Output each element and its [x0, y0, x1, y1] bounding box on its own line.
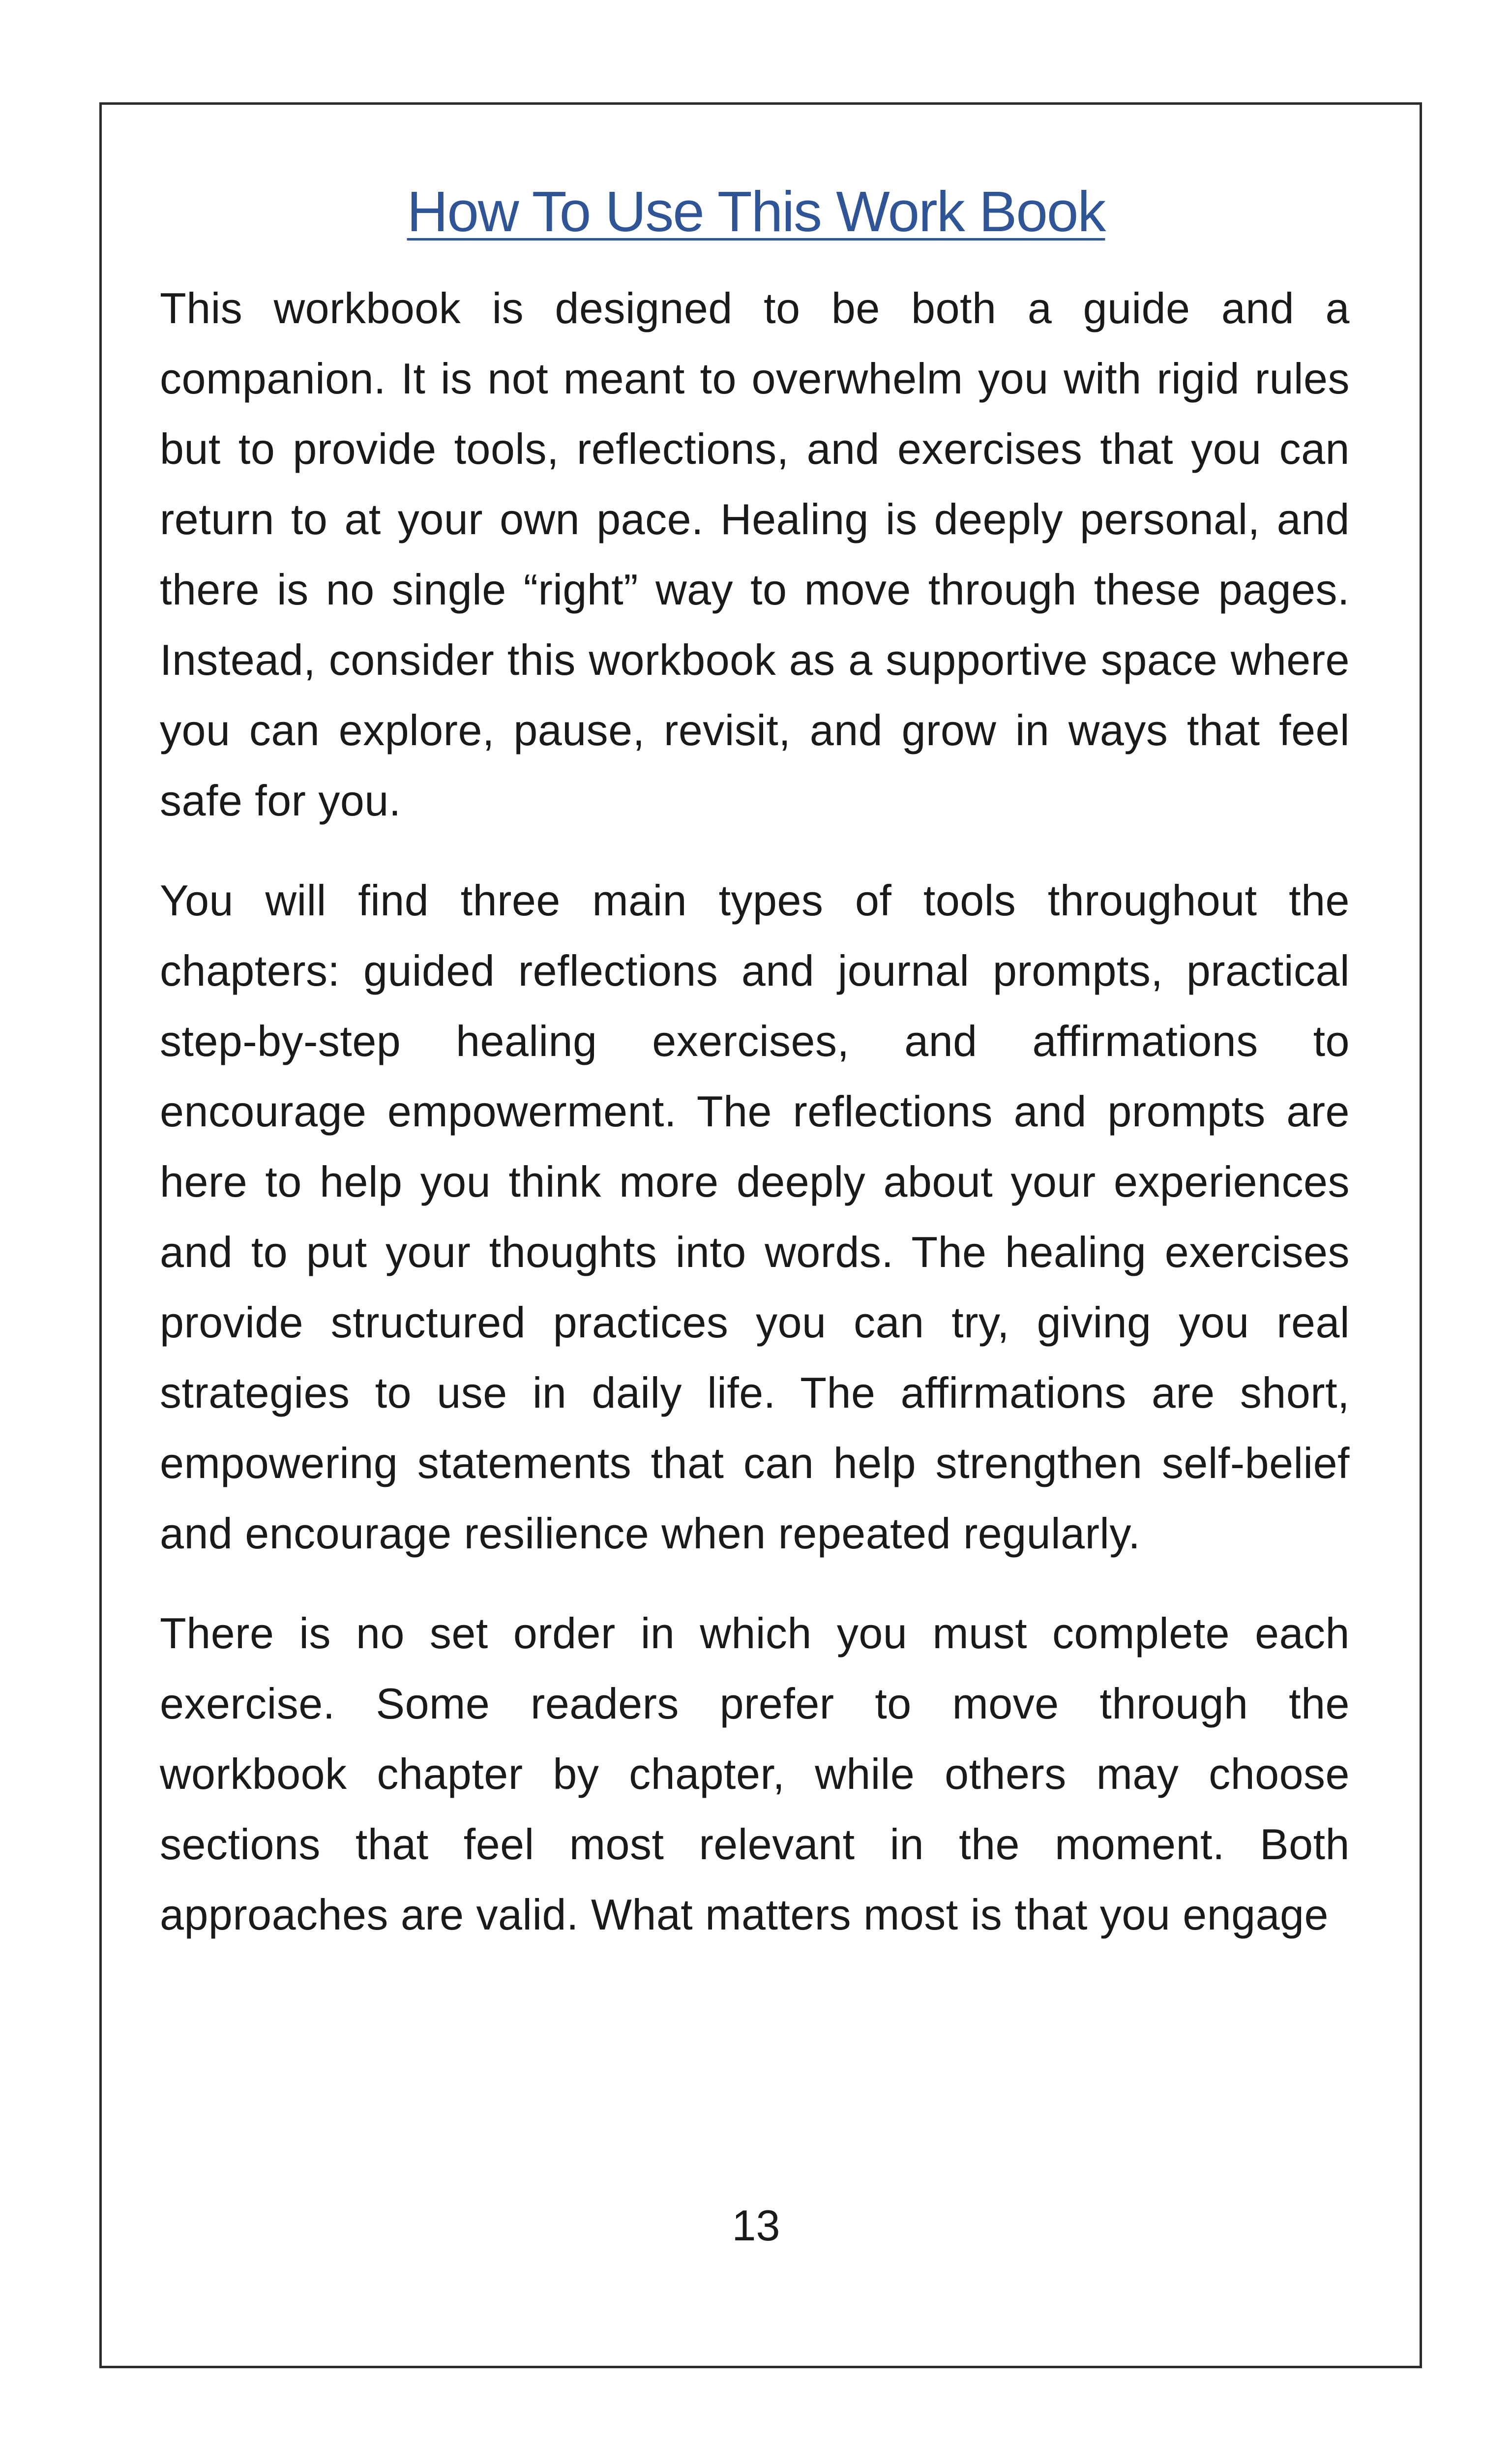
paragraph-order: There is no set order in which you must complete each exercise. Some readers prefer to move through the workbook chapter by chapter, while others may choose sections that feel most relevant in the moment. Both approaches are valid. What matters most is that you engage [160, 1609, 1350, 1939]
paragraph-intro: This workbook is designed to be both a guide and a companion. It is not meant to overwhelm you with rigid rules but to provide tools, reflections, and exercises that you can return to at your own pace. Healing is deeply personal, and there is no single “right” way to move through these pages. Instead, consider this workbook as a supportive space where you can explore, pause, revisit, and grow in ways that feel safe for you. [160, 284, 1350, 825]
page-number: 13 [732, 2201, 780, 2250]
page-title: How To Use This Work Book [407, 180, 1105, 243]
body-text [160, 273, 1350, 1979]
paragraph-tools: You will find three main types of tools throughout the chapters: guided reflections and journal prompts, practical step-by-step healing exercises, and affirmations to encourage empowerment. The reflections and prompts are here to help you think more deeply about your experiences and to put your thoughts into words. The healing exercises provide structured practices you can try, giving you real strategies to use in daily life. The affirmations are short, empowering statements that can help strengthen self-belief and encourage resilience when repeated regularly. [160, 876, 1350, 1558]
